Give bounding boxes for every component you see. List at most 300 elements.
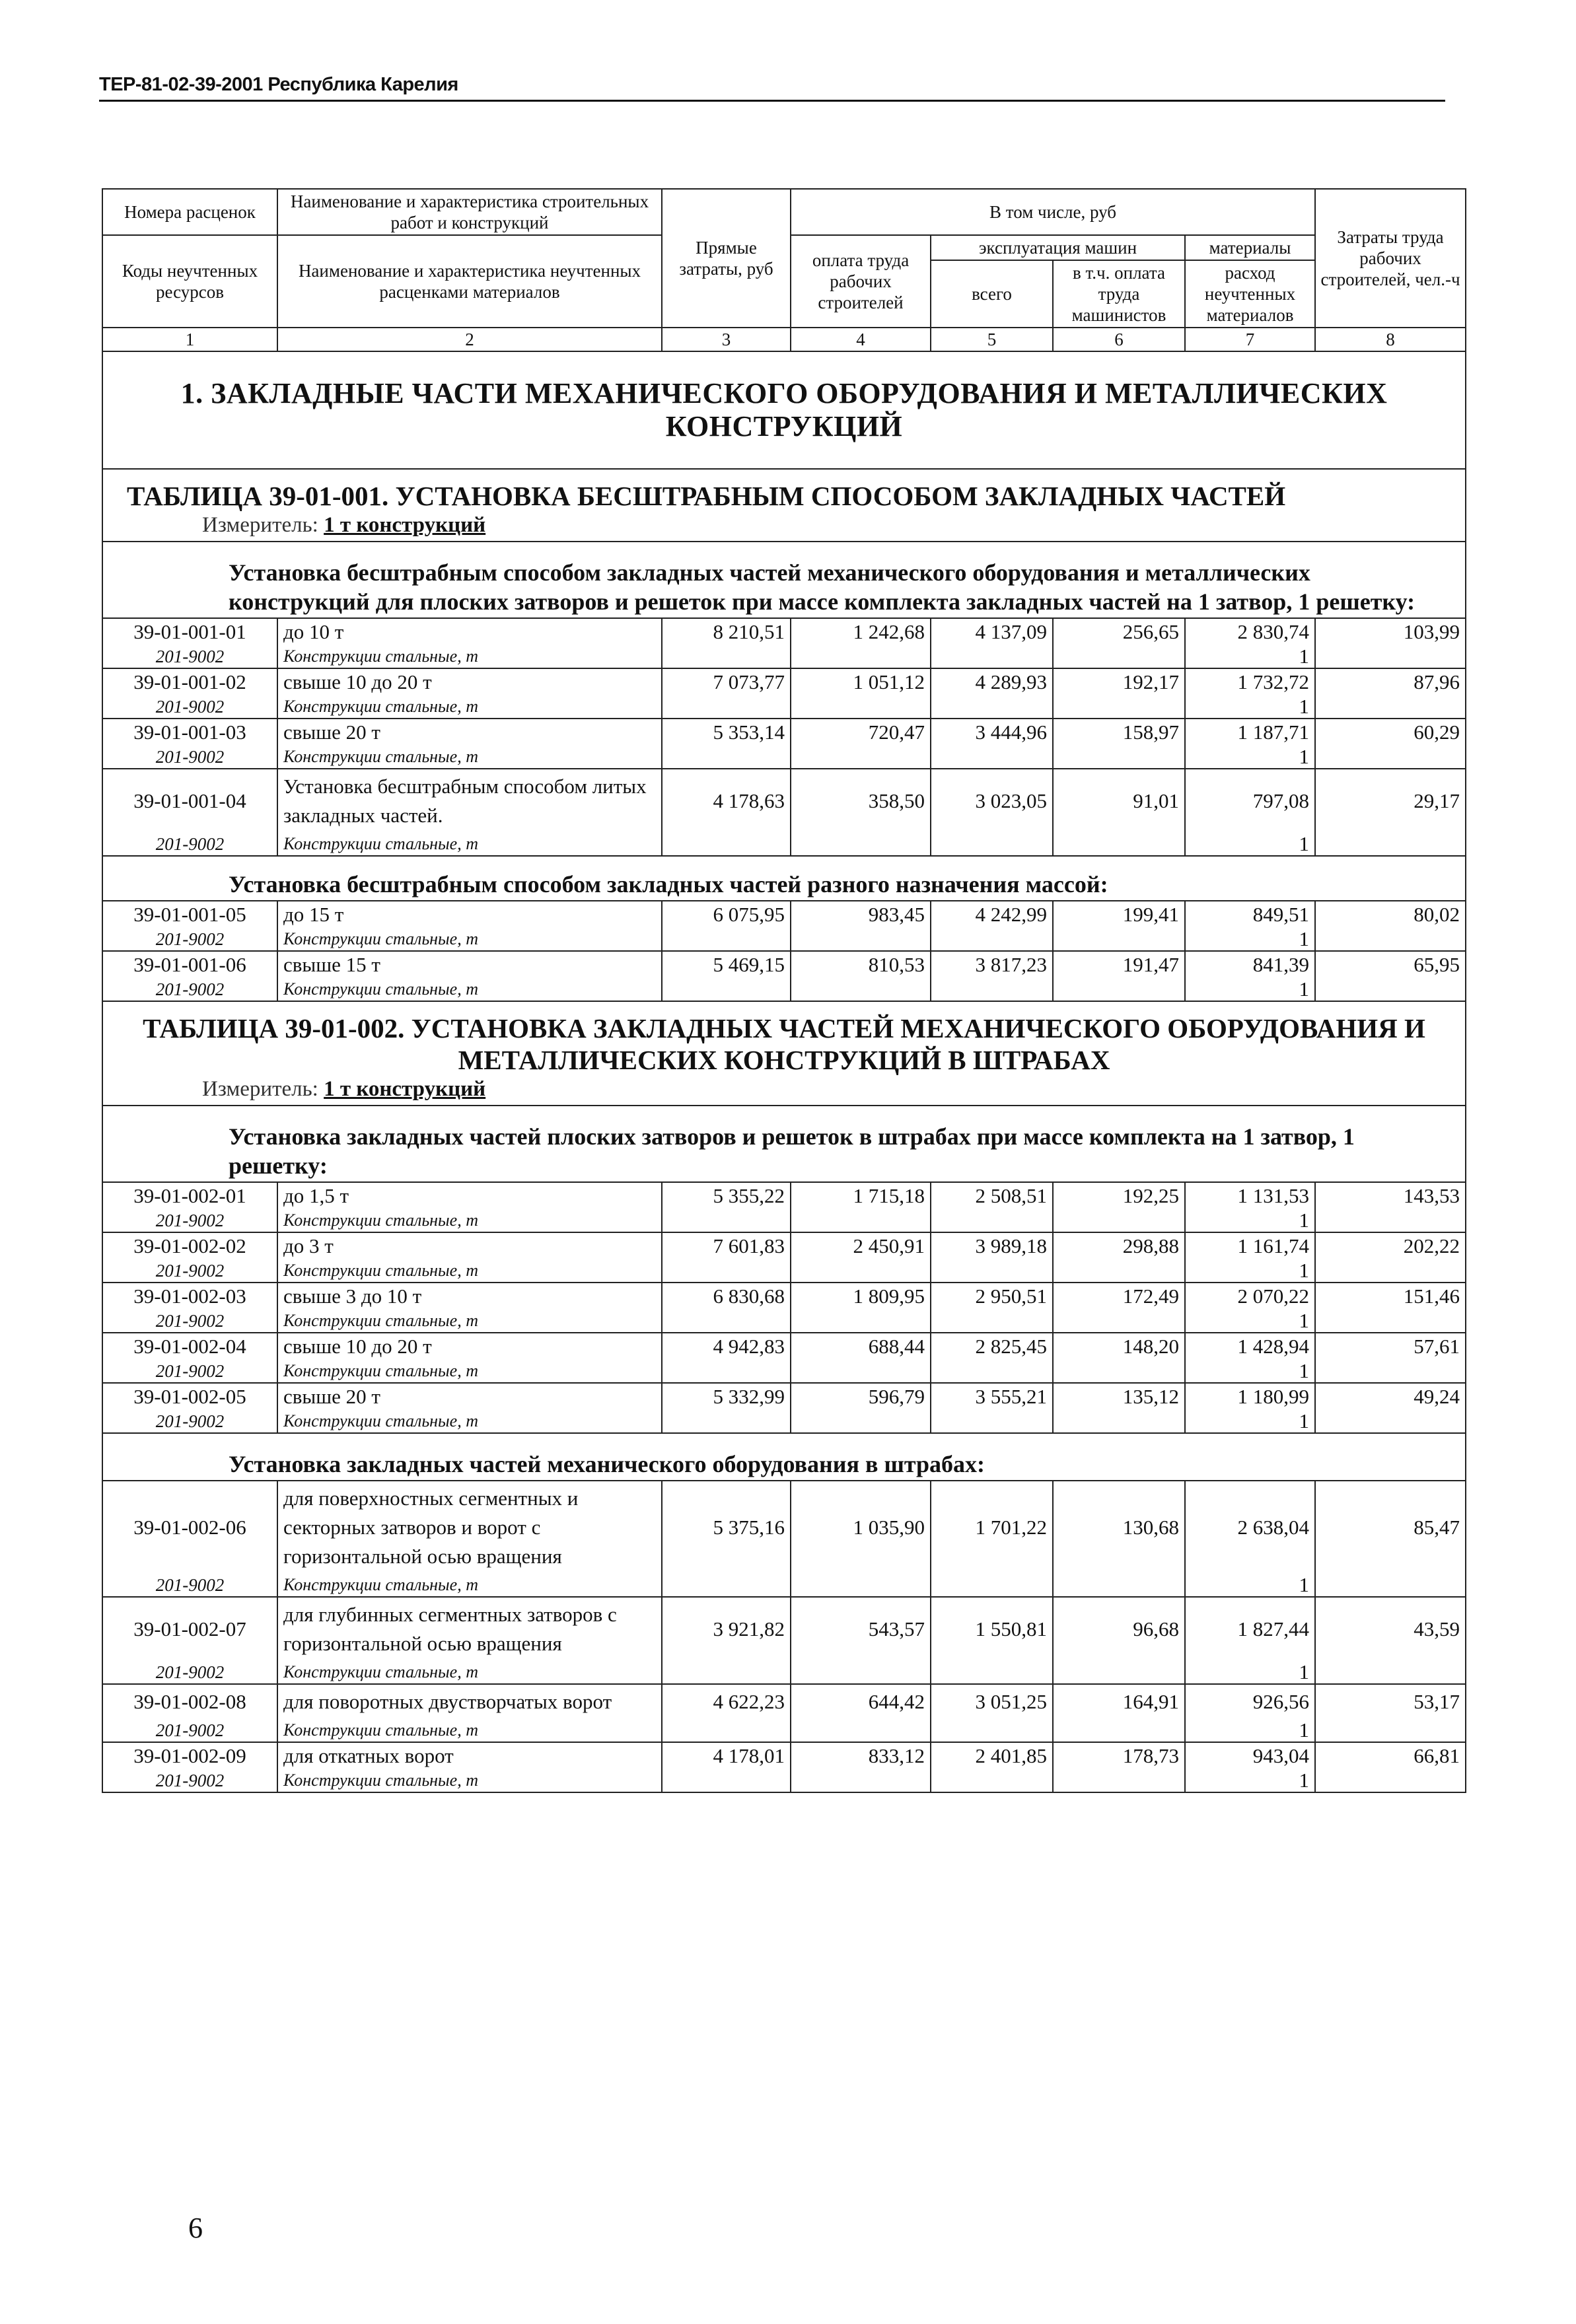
col-resource-codes-header: Коды неучтенных ресурсов: [102, 235, 277, 328]
empty-cell: [1315, 1360, 1466, 1383]
material-cost: 797,08: [1185, 769, 1315, 833]
worker-wages: 543,57: [791, 1597, 931, 1661]
rate-row: [102, 1182, 1466, 1209]
rate-row: [102, 1333, 1466, 1360]
machine-cost: 3 989,18: [931, 1232, 1053, 1259]
empty-cell: [662, 1661, 791, 1684]
empty-cell: [931, 1410, 1053, 1433]
resource-code: 201-9002: [102, 695, 277, 719]
resource-code: 201-9002: [102, 1769, 277, 1792]
work-name: для поворотных двустворчатых ворот: [277, 1684, 662, 1719]
empty-cell: [1053, 978, 1185, 1001]
machine-cost: 4 242,99: [931, 901, 1053, 928]
resource-name: Конструкции стальные, т: [277, 645, 662, 668]
document-header: ТЕР-81-02-39-2001 Республика Карелия: [99, 74, 1445, 102]
col-machines-total-header: всего: [931, 260, 1053, 328]
col-number: 6: [1053, 328, 1185, 351]
empty-cell: [1053, 1410, 1185, 1433]
resource-name: Конструкции стальные, т: [277, 1310, 662, 1333]
machine-cost: 2 825,45: [931, 1333, 1053, 1360]
worker-wages: 2 450,91: [791, 1232, 931, 1259]
col-codes-header: Номера расценок: [102, 189, 277, 235]
group-title: Установка бесштрабным способом закладных частей механического оборудования и металлических конструкций для плоских затворов и решеток при массе комплекта закладных частей на 1 затвор, 1 решетку:: [102, 542, 1466, 618]
resource-quantity: 1: [1185, 1574, 1315, 1597]
direct-cost: 6 830,68: [662, 1283, 791, 1310]
empty-cell: [662, 833, 791, 856]
empty-cell: [931, 695, 1053, 719]
rate-row: [102, 719, 1466, 746]
col-name-header: Наименование и характеристика строительных работ и конструкций: [277, 189, 662, 235]
resource-name: Конструкции стальные, т: [277, 928, 662, 951]
col-number: 1: [102, 328, 277, 351]
rate-row: [102, 1232, 1466, 1259]
table2-unit: [102, 1076, 1466, 1106]
labor-hours: 103,99: [1315, 618, 1466, 645]
direct-cost: 4 178,01: [662, 1742, 791, 1769]
direct-cost: 4 178,63: [662, 769, 791, 833]
col-number: 7: [1185, 328, 1315, 351]
rate-row: [102, 901, 1466, 928]
empty-cell: [1315, 1661, 1466, 1684]
resource-row: [102, 645, 1466, 668]
empty-cell: [1053, 1209, 1185, 1232]
empty-cell: [931, 746, 1053, 769]
empty-cell: [1315, 1410, 1466, 1433]
direct-cost: 7 601,83: [662, 1232, 791, 1259]
rate-code: 39-01-002-04: [102, 1333, 277, 1360]
rates-table: [102, 188, 1466, 1793]
resource-row: [102, 1574, 1466, 1597]
operator-wages: 192,25: [1053, 1182, 1185, 1209]
empty-cell: [1053, 1574, 1185, 1597]
resource-name: Конструкции стальные, т: [277, 746, 662, 769]
resource-code: 201-9002: [102, 833, 277, 856]
resource-quantity: 1: [1185, 978, 1315, 1001]
empty-cell: [1315, 746, 1466, 769]
operator-wages: 172,49: [1053, 1283, 1185, 1310]
section-title: 1. ЗАКЛАДНЫЕ ЧАСТИ МЕХАНИЧЕСКОГО ОБОРУДОВАНИЯ И МЕТАЛЛИЧЕСКИХ КОНСТРУКЦИЙ: [102, 351, 1466, 469]
material-cost: 926,56: [1185, 1684, 1315, 1719]
empty-cell: [1315, 1769, 1466, 1792]
resource-name: Конструкции стальные, т: [277, 1410, 662, 1433]
group-title: Установка бесштрабным способом закладных частей разного назначения массой:: [102, 856, 1466, 901]
worker-wages: 1 715,18: [791, 1182, 931, 1209]
direct-cost: 4 942,83: [662, 1333, 791, 1360]
row-group: [102, 1182, 1466, 1433]
col-number: 5: [931, 328, 1053, 351]
labor-hours: 80,02: [1315, 901, 1466, 928]
material-cost: 1 827,44: [1185, 1597, 1315, 1661]
labor-hours: 65,95: [1315, 951, 1466, 978]
empty-cell: [1053, 1661, 1185, 1684]
worker-wages: 833,12: [791, 1742, 931, 1769]
resource-row: [102, 695, 1466, 719]
empty-cell: [791, 1360, 931, 1383]
worker-wages: 1 809,95: [791, 1283, 931, 1310]
material-cost: 1 180,99: [1185, 1383, 1315, 1410]
empty-cell: [662, 746, 791, 769]
labor-hours: 151,46: [1315, 1283, 1466, 1310]
resource-row: [102, 1209, 1466, 1232]
empty-cell: [1315, 1310, 1466, 1333]
machine-cost: 2 508,51: [931, 1182, 1053, 1209]
unit-value: 1 т конструкций: [324, 1077, 486, 1101]
resource-row: [102, 1769, 1466, 1792]
empty-cell: [1315, 1574, 1466, 1597]
resource-name: Конструкции стальные, т: [277, 1259, 662, 1283]
empty-cell: [1315, 928, 1466, 951]
empty-cell: [931, 1209, 1053, 1232]
empty-cell: [662, 1259, 791, 1283]
rate-row: [102, 668, 1466, 695]
rate-code: 39-01-001-01: [102, 618, 277, 645]
work-name: для откатных ворот: [277, 1742, 662, 1769]
work-name: свыше 20 т: [277, 1383, 662, 1410]
rate-row: [102, 1742, 1466, 1769]
labor-hours: 29,17: [1315, 769, 1466, 833]
material-cost: 1 732,72: [1185, 668, 1315, 695]
resource-quantity: 1: [1185, 833, 1315, 856]
col-number: 4: [791, 328, 931, 351]
rate-row: [102, 1283, 1466, 1310]
rate-code: 39-01-002-05: [102, 1383, 277, 1410]
empty-cell: [1053, 833, 1185, 856]
resource-code: 201-9002: [102, 645, 277, 668]
work-name: свыше 10 до 20 т: [277, 1333, 662, 1360]
material-cost: 1 131,53: [1185, 1182, 1315, 1209]
work-name: свыше 15 т: [277, 951, 662, 978]
empty-cell: [662, 1410, 791, 1433]
rate-code: 39-01-002-03: [102, 1283, 277, 1310]
empty-cell: [791, 1259, 931, 1283]
labor-hours: 60,29: [1315, 719, 1466, 746]
operator-wages: 191,47: [1053, 951, 1185, 978]
worker-wages: 1 051,12: [791, 668, 931, 695]
empty-cell: [791, 1574, 931, 1597]
work-name: для глубинных сегментных затворов с горизонтальной осью вращения: [277, 1597, 662, 1661]
unit-label: Измеритель:: [202, 513, 318, 537]
resource-name: Конструкции стальные, т: [277, 978, 662, 1001]
rate-code: 39-01-002-08: [102, 1684, 277, 1719]
worker-wages: 688,44: [791, 1333, 931, 1360]
material-cost: 849,51: [1185, 901, 1315, 928]
empty-cell: [1053, 645, 1185, 668]
material-cost: 1 428,94: [1185, 1333, 1315, 1360]
empty-cell: [1315, 833, 1466, 856]
direct-cost: 5 332,99: [662, 1383, 791, 1410]
resource-row: [102, 1410, 1466, 1433]
resource-name: Конструкции стальные, т: [277, 1209, 662, 1232]
table-header: [102, 189, 1466, 351]
resource-row: [102, 978, 1466, 1001]
resource-quantity: 1: [1185, 1360, 1315, 1383]
work-name: свыше 10 до 20 т: [277, 668, 662, 695]
resource-name: Конструкции стальные, т: [277, 833, 662, 856]
rate-row: [102, 1684, 1466, 1719]
resource-row: [102, 833, 1466, 856]
col-number: 2: [277, 328, 662, 351]
rate-code: 39-01-002-01: [102, 1182, 277, 1209]
empty-cell: [931, 928, 1053, 951]
col-unaccounted-header: расход неучтенных материалов: [1185, 260, 1315, 328]
empty-cell: [662, 928, 791, 951]
operator-wages: 199,41: [1053, 901, 1185, 928]
empty-cell: [1315, 1209, 1466, 1232]
resource-code: 201-9002: [102, 1259, 277, 1283]
rate-row: [102, 1597, 1466, 1661]
work-name: до 10 т: [277, 618, 662, 645]
resource-quantity: 1: [1185, 1310, 1315, 1333]
resource-name: Конструкции стальные, т: [277, 1719, 662, 1742]
direct-cost: 3 921,82: [662, 1597, 791, 1661]
empty-cell: [931, 978, 1053, 1001]
machine-cost: 3 817,23: [931, 951, 1053, 978]
direct-cost: 4 622,23: [662, 1684, 791, 1719]
machine-cost: 3 023,05: [931, 769, 1053, 833]
worker-wages: 720,47: [791, 719, 931, 746]
group-title: Установка закладных частей механического оборудования в штрабах:: [102, 1433, 1466, 1481]
empty-cell: [662, 1574, 791, 1597]
col-number: 8: [1315, 328, 1466, 351]
row-group: [102, 1481, 1466, 1792]
empty-cell: [791, 1410, 931, 1433]
machine-cost: 4 289,93: [931, 668, 1053, 695]
empty-cell: [662, 645, 791, 668]
empty-cell: [662, 1209, 791, 1232]
empty-cell: [931, 1574, 1053, 1597]
operator-wages: 298,88: [1053, 1232, 1185, 1259]
resource-code: 201-9002: [102, 1719, 277, 1742]
material-cost: 2 638,04: [1185, 1481, 1315, 1574]
rate-code: 39-01-001-02: [102, 668, 277, 695]
table-body: [102, 351, 1466, 618]
rate-code: 39-01-002-09: [102, 1742, 277, 1769]
resource-name: Конструкции стальные, т: [277, 1661, 662, 1684]
resource-row: [102, 1259, 1466, 1283]
col-operator-wages-header: в т.ч. оплата труда машинистов: [1053, 260, 1185, 328]
machine-cost: 3 051,25: [931, 1684, 1053, 1719]
machine-cost: 2 401,85: [931, 1742, 1053, 1769]
rate-row: [102, 1383, 1466, 1410]
empty-cell: [791, 695, 931, 719]
empty-cell: [1053, 1259, 1185, 1283]
operator-wages: 135,12: [1053, 1383, 1185, 1410]
col-material-name-header: Наименование и характеристика неучтенных расценками материалов: [277, 235, 662, 328]
resource-quantity: 1: [1185, 1719, 1315, 1742]
unit-label: Измеритель:: [202, 1077, 318, 1101]
worker-wages: 1 242,68: [791, 618, 931, 645]
labor-hours: 202,22: [1315, 1232, 1466, 1259]
col-materials-header: материалы: [1185, 235, 1315, 260]
col-incl-header: В том числе, руб: [791, 189, 1315, 235]
empty-cell: [931, 1360, 1053, 1383]
labor-hours: 43,59: [1315, 1597, 1466, 1661]
resource-row: [102, 1719, 1466, 1742]
group-title: Установка закладных частей плоских затворов и решеток в штрабах при массе комплекта на 1 затвор, 1 решетку:: [102, 1106, 1466, 1182]
operator-wages: 91,01: [1053, 769, 1185, 833]
page-number: 6: [188, 2212, 203, 2244]
empty-cell: [1053, 1360, 1185, 1383]
labor-hours: 85,47: [1315, 1481, 1466, 1574]
unit-value: 1 т конструкций: [324, 513, 486, 537]
labor-hours: 87,96: [1315, 668, 1466, 695]
rate-code: 39-01-001-06: [102, 951, 277, 978]
resource-code: 201-9002: [102, 1360, 277, 1383]
empty-cell: [1315, 1719, 1466, 1742]
resource-row: [102, 1661, 1466, 1684]
col-wages-header: оплата труда рабочих строителей: [791, 235, 931, 328]
labor-hours: 66,81: [1315, 1742, 1466, 1769]
resource-quantity: 1: [1185, 928, 1315, 951]
resource-quantity: 1: [1185, 1259, 1315, 1283]
rate-code: 39-01-001-04: [102, 769, 277, 833]
table1-title: ТАБЛИЦА 39-01-001. УСТАНОВКА БЕСШТРАБНЫМ СПОСОБОМ ЗАКЛАДНЫХ ЧАСТЕЙ: [102, 469, 1466, 512]
resource-code: 201-9002: [102, 1410, 277, 1433]
machine-cost: 3 555,21: [931, 1383, 1053, 1410]
material-cost: 2 070,22: [1185, 1283, 1315, 1310]
resource-code: 201-9002: [102, 746, 277, 769]
direct-cost: 5 355,22: [662, 1182, 791, 1209]
resource-name: Конструкции стальные, т: [277, 1574, 662, 1597]
machine-cost: 1 550,81: [931, 1597, 1053, 1661]
worker-wages: 644,42: [791, 1684, 931, 1719]
worker-wages: 810,53: [791, 951, 931, 978]
empty-cell: [791, 1209, 931, 1232]
empty-cell: [662, 1769, 791, 1792]
empty-cell: [791, 928, 931, 951]
direct-cost: 5 375,16: [662, 1481, 791, 1574]
empty-cell: [662, 695, 791, 719]
empty-cell: [931, 1719, 1053, 1742]
resource-code: 201-9002: [102, 1209, 277, 1232]
operator-wages: 158,97: [1053, 719, 1185, 746]
resource-quantity: 1: [1185, 1209, 1315, 1232]
material-cost: 841,39: [1185, 951, 1315, 978]
operator-wages: 164,91: [1053, 1684, 1185, 1719]
resource-quantity: 1: [1185, 1410, 1315, 1433]
operator-wages: 178,73: [1053, 1742, 1185, 1769]
direct-cost: 6 075,95: [662, 901, 791, 928]
empty-cell: [791, 1310, 931, 1333]
table2-title: ТАБЛИЦА 39-01-002. УСТАНОВКА ЗАКЛАДНЫХ ЧАСТЕЙ МЕХАНИЧЕСКОГО ОБОРУДОВАНИЯ И МЕТАЛЛИЧЕСКИХ КОНСТРУКЦИЙ В ШТРАБАХ: [102, 1001, 1466, 1076]
empty-cell: [1053, 1719, 1185, 1742]
empty-cell: [931, 1310, 1053, 1333]
machine-cost: 2 950,51: [931, 1283, 1053, 1310]
empty-cell: [1315, 1259, 1466, 1283]
work-name: свыше 3 до 10 т: [277, 1283, 662, 1310]
labor-hours: 49,24: [1315, 1383, 1466, 1410]
resource-code: 201-9002: [102, 978, 277, 1001]
rate-code: 39-01-001-03: [102, 719, 277, 746]
material-cost: 2 830,74: [1185, 618, 1315, 645]
rate-row: [102, 618, 1466, 645]
rate-code: 39-01-002-02: [102, 1232, 277, 1259]
worker-wages: 983,45: [791, 901, 931, 928]
direct-cost: 7 073,77: [662, 668, 791, 695]
material-cost: 943,04: [1185, 1742, 1315, 1769]
machine-cost: 4 137,09: [931, 618, 1053, 645]
empty-cell: [1315, 978, 1466, 1001]
resource-row: [102, 1360, 1466, 1383]
col-number: 3: [662, 328, 791, 351]
worker-wages: 358,50: [791, 769, 931, 833]
resource-quantity: 1: [1185, 1661, 1315, 1684]
labor-hours: 57,61: [1315, 1333, 1466, 1360]
work-name: для поверхностных сегментных и секторных затворов и ворот с горизонтальной осью вращения: [277, 1481, 662, 1574]
machine-cost: 3 444,96: [931, 719, 1053, 746]
table1-unit: [102, 512, 1466, 542]
labor-hours: 143,53: [1315, 1182, 1466, 1209]
work-name: Установка бесштрабным способом литых закладных частей.: [277, 769, 662, 833]
resource-code: 201-9002: [102, 1661, 277, 1684]
resource-quantity: 1: [1185, 695, 1315, 719]
resource-row: [102, 1310, 1466, 1333]
empty-cell: [662, 1360, 791, 1383]
empty-cell: [791, 645, 931, 668]
resource-name: Конструкции стальные, т: [277, 695, 662, 719]
empty-cell: [791, 1661, 931, 1684]
resource-name: Конструкции стальные, т: [277, 1769, 662, 1792]
col-labor-header: Затраты труда рабочих строителей, чел.-ч: [1315, 189, 1466, 328]
operator-wages: 256,65: [1053, 618, 1185, 645]
empty-cell: [931, 1661, 1053, 1684]
resource-code: 201-9002: [102, 928, 277, 951]
work-name: до 1,5 т: [277, 1182, 662, 1209]
rate-code: 39-01-001-05: [102, 901, 277, 928]
empty-cell: [931, 833, 1053, 856]
empty-cell: [1315, 645, 1466, 668]
empty-cell: [791, 746, 931, 769]
empty-cell: [662, 1310, 791, 1333]
rate-row: [102, 951, 1466, 978]
machine-cost: 1 701,22: [931, 1481, 1053, 1574]
resource-name: Конструкции стальные, т: [277, 1360, 662, 1383]
row-group: [102, 618, 1466, 856]
worker-wages: 596,79: [791, 1383, 931, 1410]
resource-code: 201-9002: [102, 1574, 277, 1597]
worker-wages: 1 035,90: [791, 1481, 931, 1574]
rate-row: [102, 769, 1466, 833]
resource-quantity: 1: [1185, 645, 1315, 668]
labor-hours: 53,17: [1315, 1684, 1466, 1719]
col-direct-header: Прямые затраты, руб: [662, 189, 791, 328]
empty-cell: [1053, 1769, 1185, 1792]
work-name: свыше 20 т: [277, 719, 662, 746]
col-machines-header: эксплуатация машин: [931, 235, 1185, 260]
resource-quantity: 1: [1185, 1769, 1315, 1792]
empty-cell: [1053, 695, 1185, 719]
rate-code: 39-01-002-07: [102, 1597, 277, 1661]
direct-cost: 8 210,51: [662, 618, 791, 645]
rate-code: 39-01-002-06: [102, 1481, 277, 1574]
direct-cost: 5 353,14: [662, 719, 791, 746]
material-cost: 1 187,71: [1185, 719, 1315, 746]
direct-cost: 5 469,15: [662, 951, 791, 978]
resource-row: [102, 928, 1466, 951]
empty-cell: [791, 1769, 931, 1792]
operator-wages: 192,17: [1053, 668, 1185, 695]
empty-cell: [1315, 695, 1466, 719]
resource-quantity: 1: [1185, 746, 1315, 769]
empty-cell: [791, 833, 931, 856]
empty-cell: [662, 978, 791, 1001]
work-name: до 15 т: [277, 901, 662, 928]
empty-cell: [1053, 746, 1185, 769]
empty-cell: [1053, 928, 1185, 951]
empty-cell: [931, 1769, 1053, 1792]
empty-cell: [1053, 1310, 1185, 1333]
resource-row: [102, 746, 1466, 769]
